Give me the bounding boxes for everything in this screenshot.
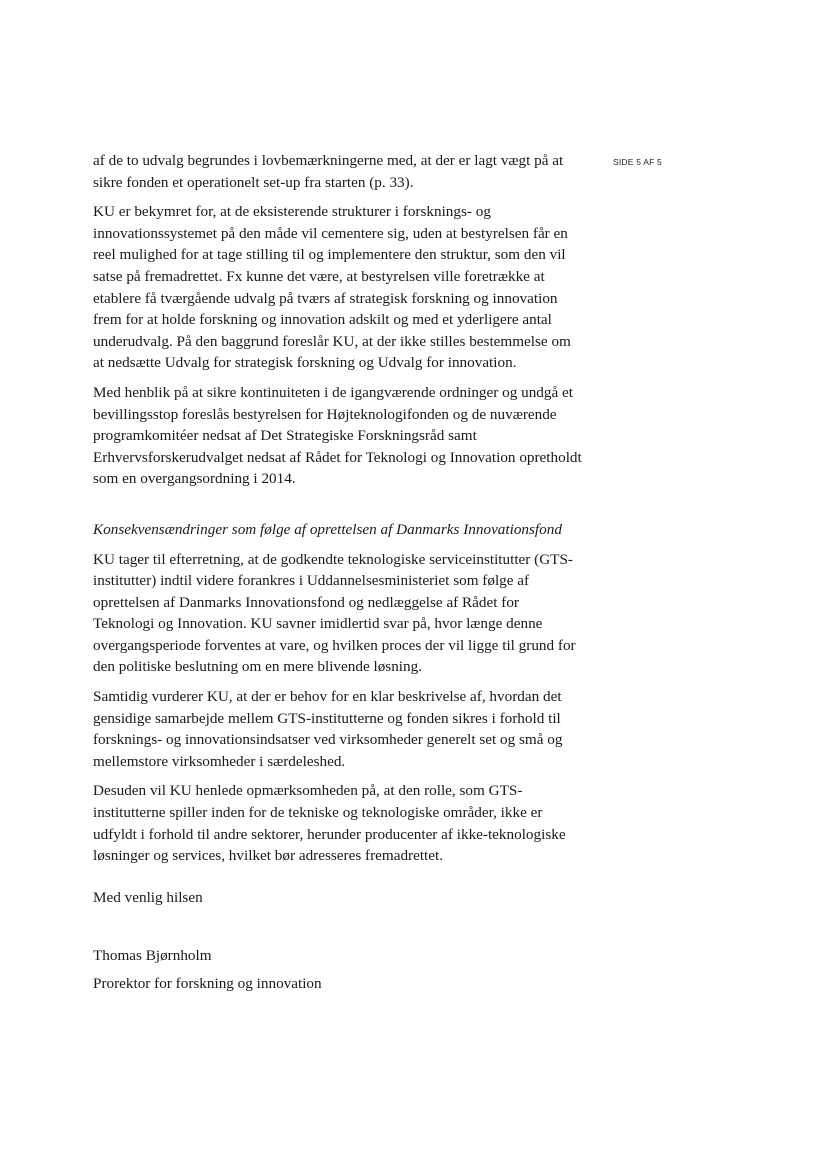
letter-body xyxy=(93,150,583,875)
page-number-label: SIDE 5 AF 5 xyxy=(613,157,662,167)
section-heading: Konsekvensændringer som følge af oprettelsen af Danmarks Innovationsfond xyxy=(93,520,562,538)
paragraph: af de to udvalg begrundes i lovbemærkningerne med, at der er lagt vægt på at sikre fonden et operationelt set-up fra starten (p. 33). xyxy=(93,152,564,191)
signer-name: Thomas Bjørnholm xyxy=(93,947,212,964)
paragraph: Desuden vil KU henlede opmærksomheden på, at den rolle, som GTS-institutterne spiller inden for de tekniske og teknologiske områder, ikke er udfyldt i forhold til andre sektorer, herunder producenter af ikke-teknologiske løsninger og services, hvilket bør adresseres fremadrettet. xyxy=(93,782,566,865)
paragraph: Med henblik på at sikre kontinuiteten i de igangværende ordninger og undgå et bevillingsstop foreslås bestyrelsen for Højteknologifonden og de nuværende programkomitéer nedsat af Det Strategiske Forskningsråd samt Erhvervsforskerudvalget nedsat af Rådet for Teknologi og Innovation opretholdt som en overgangsordning i 2014. xyxy=(93,383,582,488)
paragraph: Samtidig vurderer KU, at der er behov for en klar beskrivelse af, hvordan det gensidige samarbejde mellem GTS-institutterne og fonden sikres i forhold til forsknings- og innovationsindsatser ved virksomheder generelt set og små og mellemstore virksomheder i særdeleshed. xyxy=(93,688,563,770)
closing-greeting: Med venlig hilsen xyxy=(93,889,203,906)
paragraph: KU er bekymret for, at de eksisterende strukturer i forsknings- og innovationssystemet på den måde vil cementere sig, uden at bestyrelsen får en reel mulighed for at tage stilling til og implementere den struktur, som den vil satse på fremadrettet. Fx kunne det være, at bestyrelsen ville foretrække at etablere få tværgående udvalg på tværs af strategisk forskning og innovation frem for at holde forskning og innovation adskilt og med et yderligere antal underudvalg. På den baggrund foreslår KU, at der ikke stilles bestemmelse om at nedsætte Udvalg for strategisk forskning og Udvalg for innovation. xyxy=(93,203,571,372)
paragraph: KU tager til efterretning, at de godkendte teknologiske serviceinstitutter (GTS-institutter) indtil videre forankres i Uddannelsesministeriet som følge af oprettelsen af Danmarks Innovationsfond og nedlæggelse af Rådet for Teknologi og Innovation. KU savner imidlertid svar på, hvor længe denne overgangsperiode forventes at vare, og hvilken proces der vil ligge til grund for den politiske beslutning om en mere blivende løsning. xyxy=(93,550,576,676)
signature-block xyxy=(93,942,322,998)
signer-title: Prorektor for forskning og innovation xyxy=(93,975,322,992)
